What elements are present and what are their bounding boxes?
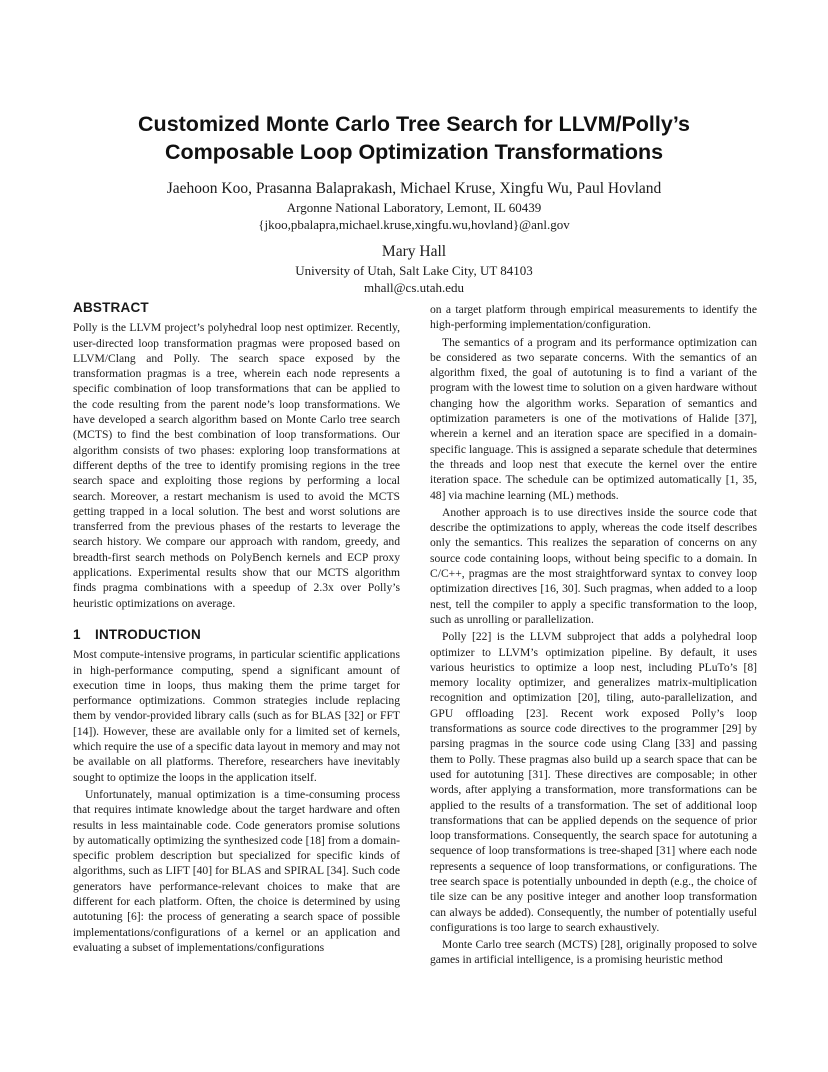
introduction-heading	[73, 627, 400, 642]
title-line-2: Composable Loop Optimization Transformations	[164, 140, 664, 164]
author-names: Jaehoon Koo, Prasanna Balaprakash, Michael Kruse, Xingfu Wu, Paul Hovland	[166, 180, 662, 197]
abstract-heading: ABSTRACT	[73, 300, 149, 315]
right-paragraph-3: Another approach is to use directives inside the source code that describe the optimizations to apply, whereas the code itself describes only the semantics. This realizes the separation of concerns on any source code containing loops, without being specific to a domain. In C/C++, pragmas are the most straightforward syntax to convey loop optimization directives [16, 30]. Such pragmas, when added to a loop nest, tell the compiler to apply a specific transformation to the loop, such as unrolling or parallelization.	[430, 505, 757, 626]
author-block-utah	[40, 242, 788, 296]
intro-paragraph-1: Most compute-intensive programs, in particular scientific applications in high-performance computing, spend a significant amount of execution time in loops, thus making them the prime target for performance optimizations. Common strategies include replacing them by vendor-provided library calls (such as for BLAS [32] or FFT [14]). However, these are available only for a limited set of kernels, which require the use of a specific data layout in memory and may not be available on all platforms. Therefore, researchers have inevitably sought to optimize the loops in the application itself.	[73, 648, 400, 784]
author-email: mhall@cs.utah.edu	[363, 280, 465, 295]
right-column	[430, 302, 757, 968]
right-paragraph-5: Monte Carlo tree search (MCTS) [28], originally proposed to solve games in artificial intelligence, is a promising heuristic method	[430, 938, 757, 967]
right-paragraph-2: The semantics of a program and its performance optimization can be considered as two separate concerns. With the semantics of an algorithm fixed, the goal of autotuning is to find a variant of the program with the lowest time to solution on a given hardware without changing how the algorithm works. Separation of semantics and optimization parameters is one of the motivations of Halide [37], wherein a kernel and an iteration space are specified in a domain-specific language. This is assigned a separate schedule that determines the threads and loop nest that execute the kernel over the entire iteration space. The schedule can be optimized automatically [1, 35, 48] via machine learning (ML) methods.	[430, 335, 757, 502]
left-column	[73, 300, 400, 955]
author-email: {jkoo,pbalapra,michael.kruse,xingfu.wu,hovland}@anl.gov	[258, 217, 570, 232]
section-number: 1	[73, 626, 81, 642]
author-affiliation: Argonne National Laboratory, Lemont, IL 60439	[286, 200, 542, 215]
title-line-1: Customized Monte Carlo Tree Search for LLVM/Polly’s	[138, 112, 690, 136]
right-paragraph-1: on a target platform through empirical measurements to identify the high-performing implementation/configuration.	[430, 303, 757, 332]
author-affiliation: University of Utah, Salt Lake City, UT 84103	[295, 263, 533, 278]
author-names: Mary Hall	[381, 243, 447, 260]
author-block-argonne	[40, 179, 788, 233]
section-title: INTRODUCTION	[95, 626, 201, 642]
intro-paragraph-2: Unfortunately, manual optimization is a time-consuming process that requires intimate knowledge about the target hardware and often results in less maintainable code. Code generators promise solutions by automatically optimizing the synthesized code [18] from a domain-specific problem description but specialized for specific kinds of algorithms, such as LIFT [40] for BLAS and SPIRAL [34]. Such code generators have performance-relevant choices to make that are different for each platform. Often, the choice is determined by using autotuning [6]: the process of generating a search space of possible implementations/configurations of a kernel or an application and evaluating a subset of implementations/configurations	[73, 787, 400, 954]
paper-title	[40, 110, 788, 166]
abstract-text: Polly is the LLVM project’s polyhedral loop nest optimizer. Recently, user-directed loop transformation pragmas were proposed based on LLVM/Clang and Polly. The search space exposed by the transformation pragmas is a tree, wherein each node represents a specific combination of loop transformations that can be applied to the code resulting from the parent node’s loop transformations. We have developed a search algorithm based on Monte Carlo tree search (MCTS) to find the best combination of loop transformations. Our algorithm consists of two phases: exploring loop transformations at different depths of the tree to identify promising regions in the tree search space and exploiting those regions by performing a local search. Moreover, a restart mechanism is used to avoid the MCTS getting trapped in a local solution. The best and worst solutions are transferred from the previous phases of the restarts to leverage the search history. We compare our approach with random, greedy, and breadth-first search methods on PolyBench kernels and ECP proxy applications. Experimental results show that our MCTS algorithm finds pragma combinations with a speedup of 2.3x over Polly’s heuristic optimizations on average.	[73, 321, 400, 610]
right-paragraph-4: Polly [22] is the LLVM subproject that adds a polyhedral loop optimizer to LLVM’s optimization pipeline. By default, it uses various heuristics to optimize a loop nest, including PLuTo’s [8] memory locality optimizer, and generalizes matrix-multiplication recognition and optimization [20], tiling, auto-parallelization, and GPU offloading [23]. Recent work exposed Polly’s loop transformations as source code directives to the programmer [29] by parsing pragmas in the source code using Clang [33] and passing them to Polly. These pragmas also build up a search space that can be used for autotuning [31]. These directives are composable; in other words, after applying a transformation, more transformations can be applied to the results of a transformation. The set of additional loop transformations that can be applied depends on the sequence of prior loop transformations. Consequently, the search space for autotuning a sequence of loop transformations is tree-shaped [31] where each node represents a sequence of loop transformations, or configurations. The tree search space is potentially unbounded in depth (e.g., the choice of tile size can be any positive integer and another loop transformation can always be added). Consequently, the number of potentially useful configurations is too large to search exhaustively.	[430, 630, 757, 934]
